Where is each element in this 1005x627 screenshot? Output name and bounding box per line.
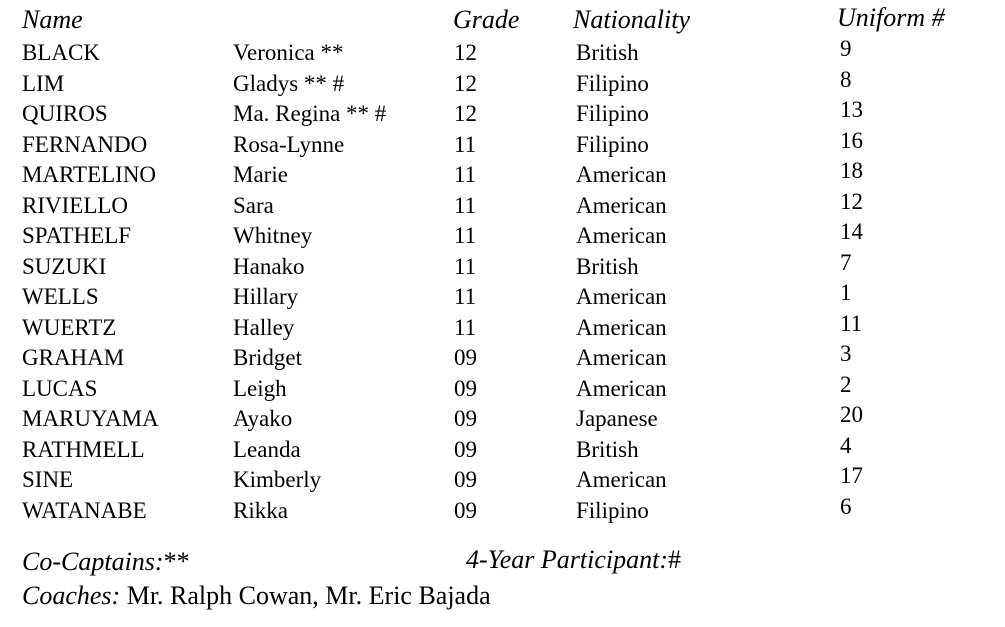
player-uniform-number: 4 [840,432,852,458]
player-last-name: WELLS [22,284,99,309]
table-row [0,404,1005,435]
player-first-name: Whitney [233,223,313,248]
player-first-name: Marie [233,162,288,187]
player-first-name: Hanako [233,253,305,279]
player-nationality: British [576,436,639,462]
player-nationality: American [576,467,667,492]
player-nationality: Filipino [576,131,649,157]
table-row [0,38,1005,69]
player-last-name: MARTELINO [22,162,157,187]
player-last-name: LIM [22,70,65,96]
player-nationality: Filipino [576,101,649,126]
player-nationality: American [576,314,667,340]
four-year-symbol: # [667,545,681,574]
player-last-name: SPATHELF [22,223,132,248]
player-uniform-number: 6 [840,493,852,519]
legend-co-captains [22,547,190,577]
player-grade: 11 [454,131,477,157]
player-uniform-number: 11 [840,310,863,336]
player-nationality: Japanese [576,406,658,431]
roster-rows [0,38,1005,526]
player-grade: 09 [454,406,477,431]
player-grade: 11 [454,162,477,187]
player-first-name: Rikka [233,497,288,523]
table-row [0,310,1005,344]
player-last-name: BLACK [22,40,100,65]
player-uniform-number: 1 [840,280,852,305]
header-grade: Grade [453,5,520,34]
coaches-names: Mr. Ralph Cowan, Mr. Eric Bajada [120,581,491,610]
player-grade: 11 [454,192,477,218]
player-uniform-number: 7 [840,249,852,275]
player-grade: 12 [454,40,477,65]
player-last-name: FERNANDO [22,131,148,157]
player-first-name: Halley [233,314,295,340]
player-uniform-number: 16 [840,127,863,153]
table-row [0,221,1005,252]
header-uniform: Uniform # [837,3,945,32]
player-nationality: American [576,345,667,370]
player-uniform-number: 9 [840,36,852,61]
player-first-name: Kimberly [233,467,322,492]
player-first-name: Leanda [233,436,301,462]
player-uniform-number: 8 [840,66,852,92]
player-grade: 12 [454,101,477,126]
player-nationality: British [576,40,639,65]
player-last-name: QUIROS [22,101,108,126]
player-last-name: WUERTZ [22,314,117,340]
legend-four-year [466,545,681,575]
player-first-name: Ma. Regina ** # [233,101,387,126]
player-nationality: Filipino [576,70,649,96]
player-nationality: American [576,284,667,309]
player-uniform-number: 2 [840,371,852,397]
player-uniform-number: 12 [840,188,863,214]
four-year-label: 4-Year Participant: [466,545,668,574]
player-grade: 11 [454,314,477,340]
player-uniform-number: 17 [840,463,863,488]
player-grade: 09 [454,345,477,370]
player-grade: 09 [454,497,477,523]
player-nationality: American [576,192,667,218]
player-grade: 09 [454,375,477,401]
table-row [0,465,1005,496]
table-row [0,343,1005,374]
player-grade: 11 [454,253,477,279]
legend-coaches [22,581,491,611]
player-grade: 09 [454,467,477,492]
player-first-name: Hillary [233,284,299,309]
player-grade: 11 [454,284,477,309]
co-captains-symbol: ** [163,547,190,576]
player-first-name: Rosa-Lynne [233,131,345,157]
player-uniform-number: 3 [840,341,852,366]
player-first-name: Veronica ** [233,40,344,65]
player-nationality: American [576,162,667,187]
player-last-name: SINE [22,467,74,492]
player-first-name: Ayako [233,406,293,431]
table-row [0,493,1005,527]
player-first-name: Sara [233,192,274,218]
header-nationality: Nationality [573,5,690,34]
player-nationality: British [576,253,639,279]
player-grade: 11 [454,223,477,248]
player-first-name: Bridget [233,345,302,370]
player-grade: 09 [454,436,477,462]
player-nationality: American [576,375,667,401]
co-captains-label: Co-Captains: [22,547,164,576]
player-uniform-number: 18 [840,158,863,183]
table-row [0,249,1005,283]
player-uniform-number: 20 [840,402,863,427]
player-first-name: Gladys ** # [233,70,345,96]
player-first-name: Leigh [233,375,287,401]
player-nationality: Filipino [576,497,649,523]
player-last-name: GRAHAM [22,345,125,370]
player-last-name: LUCAS [22,375,98,401]
player-last-name: MARUYAMA [22,406,159,431]
coaches-label: Coaches: [22,581,121,610]
player-last-name: RIVIELLO [22,192,129,218]
player-grade: 12 [454,70,477,96]
player-nationality: American [576,223,667,248]
header-name: Name [22,5,83,34]
player-last-name: SUZUKI [22,253,107,279]
player-uniform-number: 14 [840,219,863,244]
player-uniform-number: 13 [840,97,863,122]
player-last-name: RATHMELL [22,436,145,462]
player-last-name: WATANABE [22,497,147,523]
